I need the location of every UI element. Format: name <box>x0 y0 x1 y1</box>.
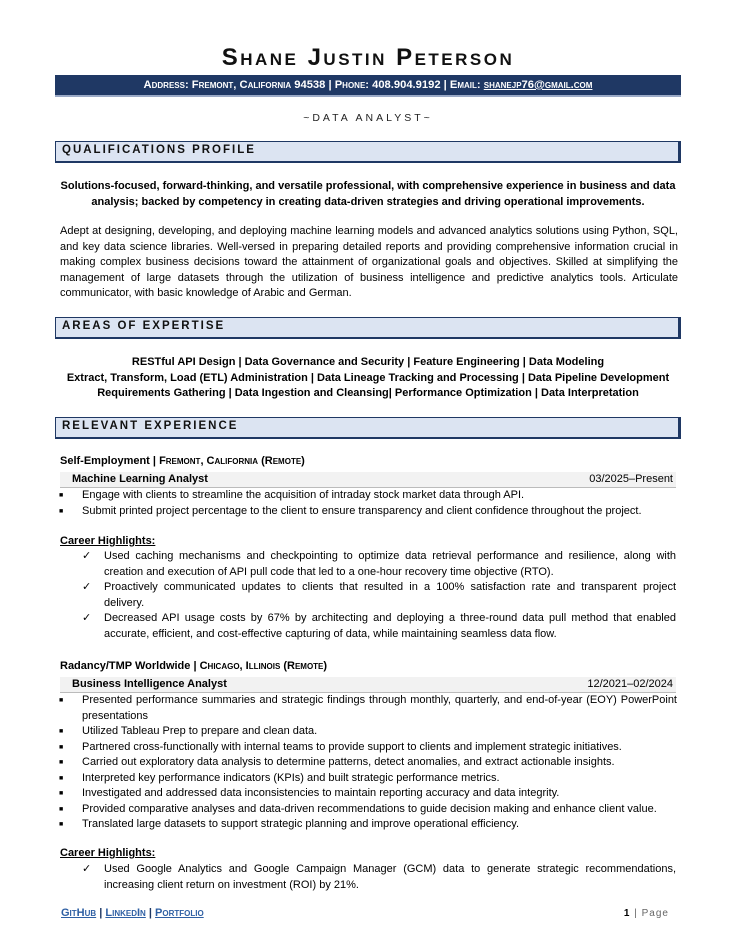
section-header-experience <box>55 417 681 439</box>
employer-name: Radancy/TMP Worldwide <box>60 660 191 672</box>
section-title: AREAS OF EXPERTISE <box>62 320 226 332</box>
expertise-line: Extract, Transform, Load (ETL) Administration | Data Lineage Tracking and Processing | Data Pipeline Development <box>66 371 670 384</box>
duties-list <box>73 693 677 833</box>
employer-name: Self-Employment <box>60 455 150 467</box>
section-title: QUALIFICATIONS PROFILE <box>62 144 256 156</box>
section-header-expertise <box>55 317 681 339</box>
separator: | <box>99 907 103 919</box>
employer-location: Fremont, California (Remote) <box>159 455 305 467</box>
page-num: 1 <box>623 908 631 919</box>
career-highlights-label: Career Highlights: <box>60 535 156 547</box>
expertise-line: Requirements Gathering | Data Ingestion and Cleansing| Performance Optimization | Data Interpretation <box>97 387 639 399</box>
list-item: ■ Submit printed project percentage to the client to ensure transparency and client confidence throughout the project. <box>73 504 677 520</box>
expertise-line: RESTful API Design | Data Governance and Security | Feature Engineering | Data Modeling <box>131 356 605 368</box>
employer-line: Radancy/TMP Worldwide | Chicago, Illinois (Remote) <box>60 660 328 672</box>
summary-statement: Solutions-focused, forward-thinking, and versatile professional, with comprehensive experience in business and data analysis; backed by competency in creating data-driven strategies and driving operational improvements. <box>60 180 676 208</box>
list-item: ■ Interpreted key performance indicators (KPIs) and built strategic performance metrics. <box>73 771 677 787</box>
portfolio-link[interactable]: Portfolio <box>155 907 204 919</box>
list-item: ■ Investigated and addressed data inconsistencies to maintain reporting accuracy and data integrity. <box>73 786 677 802</box>
highlights-list <box>90 549 676 642</box>
career-highlights-label: Career Highlights: <box>60 847 156 859</box>
summary-paragraph: Adept at designing, developing, and deploying machine learning models and advanced analytics solutions using Python, SQL, and key data science libraries. Well-versed in preparing detailed reports and providing comprehensive information crucial in making complex business decisions toward the attainment of organizational goals and objectives. Skilled at simplifying the management of large datasets through the utilization of business intelligence and predictive analytics tools. Articulate communicator, with basic knowledge of Arabic and German. <box>60 225 678 299</box>
list-item: ■ Carried out exploratory data analysis to determine patterns, detect anomalies, and extract actionable insights. <box>73 755 677 771</box>
contact-bar <box>55 75 681 95</box>
list-item: ■ Provided comparative analyses and data-driven recommendations to guide decision making and enhance client value. <box>73 802 677 818</box>
role-dates: 12/2021–02/2024 <box>587 678 673 690</box>
role-line <box>60 472 676 488</box>
page-number <box>624 908 669 919</box>
linkedin-link[interactable]: LinkedIn <box>105 907 146 919</box>
candidate-name: Shane Justin Peterson <box>221 44 515 71</box>
list-item: ✓ Decreased API usage costs by 67% by architecting and deploying a three-round data pull method that enabled accurate, efficient, and cost-effective capturing of data, while maintaining seamless data flow. <box>90 611 676 642</box>
page-label: | Page <box>634 908 669 919</box>
list-item: ■ Partnered cross-functionally with internal teams to provide support to clients and implement strategic initiatives. <box>73 740 677 756</box>
list-item: ✓ Used caching mechanisms and checkpointing to optimize data retrieval performance and resilience, along with creation and execution of API pull code that led to a one-hour recovery time objective (RTO). <box>90 549 676 580</box>
role-title: Machine Learning Analyst <box>72 473 208 485</box>
role-title: Business Intelligence Analyst <box>72 678 227 690</box>
email-link[interactable]: shanejp76@gmail.com <box>483 79 593 91</box>
list-item: ✓ Proactively communicated updates to clients that resulted in a 100% satisfaction rate and transparent project delivery. <box>90 580 676 611</box>
employer-line: Self-Employment | Fremont, California (Remote) <box>60 455 305 467</box>
github-link[interactable]: GitHub <box>61 907 97 919</box>
section-title: RELEVANT EXPERIENCE <box>62 420 239 432</box>
role-dates: 03/2025–Present <box>589 473 673 485</box>
duties-list <box>73 488 677 519</box>
role-line <box>60 677 676 693</box>
separator: | <box>148 907 152 919</box>
employer-location: Chicago, Illinois (Remote) <box>199 660 328 672</box>
list-item: ■ Presented performance summaries and strategic findings through monthly, quarterly, and end-of-year (EOY) PowerPoint presentations <box>73 693 677 724</box>
expertise-list <box>55 355 681 402</box>
list-item: ✓ Used Google Analytics and Google Campaign Manager (GCM) data to generate strategic recommendations, increasing client return on investment (ROI) by 21%. <box>90 862 676 893</box>
section-header-qualifications <box>55 141 681 163</box>
footer-links <box>61 907 204 919</box>
highlights-list <box>90 862 676 893</box>
list-item: ■ Engage with clients to streamline the acquisition of intraday stock market data through API. <box>73 488 677 504</box>
contact-info: Address: Fremont, California 94538 | Phone: 408.904.9192 | Email: <box>143 79 484 91</box>
job-title: ~DATA ANALYST~ <box>303 112 433 124</box>
list-item: ■ Translated large datasets to support strategic planning and improve operational efficiency. <box>73 817 677 833</box>
list-item: ■ Utilized Tableau Prep to prepare and clean data. <box>73 724 677 740</box>
